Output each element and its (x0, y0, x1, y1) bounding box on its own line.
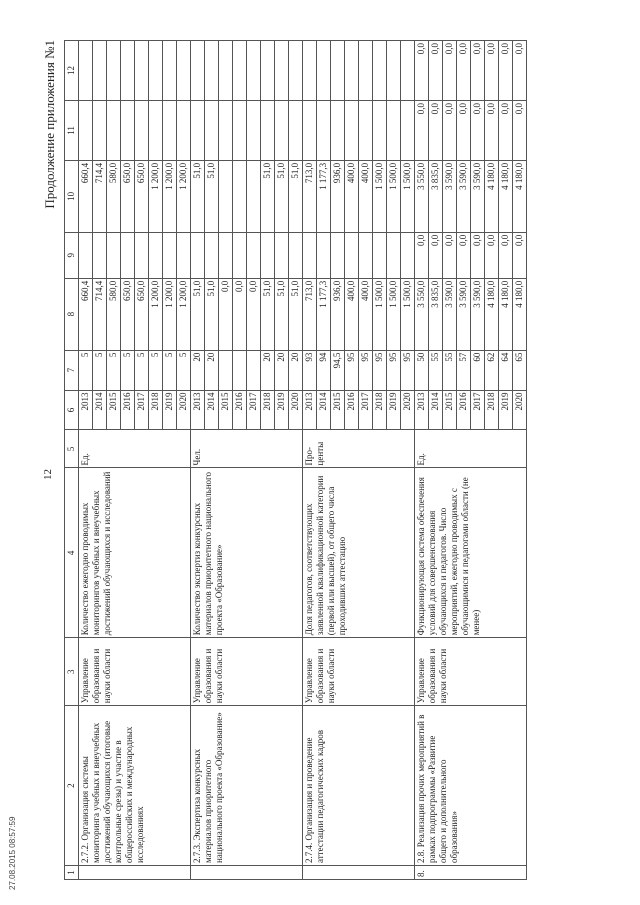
cell-col-10: 51,0 (289, 160, 303, 232)
cell-col-10: 4 180,0 (513, 160, 527, 232)
cell-col-9: 0,0 (513, 232, 527, 278)
cell-col-8: 650,0 (121, 278, 135, 350)
cell-col-6: 2018 (149, 390, 163, 430)
cell-col-8: 0,0 (219, 278, 233, 350)
cell-col-9 (317, 232, 331, 278)
column-number: 9 (65, 232, 79, 278)
cell-indicator: Количество ежегодно проводимых мониторингов учебных и внеучебных достижений обучающихся и исследований (79, 468, 191, 638)
cell-col-6: 2020 (401, 390, 415, 430)
cell-col-6: 2018 (261, 390, 275, 430)
cell-exec: Управление образования и науки области (191, 638, 303, 706)
cell-indicator: Количество экспертиз конкурсных материалов приоритетного национального проекта «Образование» (191, 468, 303, 638)
cell-num (303, 866, 415, 880)
cell-col-10: 51,0 (205, 160, 219, 232)
cell-col-6: 2014 (429, 390, 443, 430)
cell-col-8: 714,4 (93, 278, 107, 350)
cell-col-12 (289, 41, 303, 101)
cell-col-9 (247, 232, 261, 278)
column-number: 10 (65, 160, 79, 232)
cell-col-7: 20 (275, 350, 289, 390)
cell-col-10: 1 500,0 (387, 160, 401, 232)
cell-col-8: 4 180,0 (513, 278, 527, 350)
cell-col-12: 0,0 (429, 41, 443, 101)
cell-col-11 (261, 101, 275, 161)
table-row (303, 41, 317, 880)
cell-col-8: 400,0 (345, 278, 359, 350)
cell-col-7: 5 (121, 350, 135, 390)
cell-col-8: 660,4 (79, 278, 93, 350)
cell-col-7: 57 (457, 350, 471, 390)
cell-col-7: 55 (429, 350, 443, 390)
cell-col-9 (107, 232, 121, 278)
cell-col-12 (275, 41, 289, 101)
column-number: 12 (65, 41, 79, 101)
cell-col-10 (247, 160, 261, 232)
cell-col-10: 4 180,0 (485, 160, 499, 232)
cell-col-11 (345, 101, 359, 161)
cell-col-9 (359, 232, 373, 278)
cell-col-6: 2016 (121, 390, 135, 430)
cell-col-7: 20 (289, 350, 303, 390)
cell-col-6: 2017 (247, 390, 261, 430)
cell-col-9 (303, 232, 317, 278)
cell-col-11: 0,0 (429, 101, 443, 161)
cell-col-9 (205, 232, 219, 278)
cell-col-8: 1 500,0 (401, 278, 415, 350)
cell-col-12 (247, 41, 261, 101)
cell-col-8: 0,0 (247, 278, 261, 350)
cell-col-8: 51,0 (191, 278, 205, 350)
table-row (191, 41, 205, 880)
table-row (415, 41, 429, 880)
cell-col-7: 5 (107, 350, 121, 390)
cell-col-12 (79, 41, 93, 101)
cell-col-6: 2015 (219, 390, 233, 430)
cell-col-6: 2019 (387, 390, 401, 430)
cell-col-6: 2019 (163, 390, 177, 430)
cell-num (79, 866, 191, 880)
cell-col-12: 0,0 (415, 41, 429, 101)
cell-col-9 (233, 232, 247, 278)
cell-col-7: 5 (177, 350, 191, 390)
cell-col-12 (345, 41, 359, 101)
cell-col-8: 936,0 (331, 278, 345, 350)
cell-num (191, 866, 303, 880)
cell-col-12 (121, 41, 135, 101)
cell-col-10: 1 200,0 (177, 160, 191, 232)
cell-col-8: 1 200,0 (163, 278, 177, 350)
cell-col-10: 1 200,0 (149, 160, 163, 232)
cell-col-11 (93, 101, 107, 161)
cell-col-9: 0,0 (485, 232, 499, 278)
column-number: 8 (65, 278, 79, 350)
cell-col-11 (247, 101, 261, 161)
cell-col-9: 0,0 (471, 232, 485, 278)
cell-col-10: 1 500,0 (373, 160, 387, 232)
continuation-title: Продолжение приложения №1 (42, 40, 57, 209)
cell-col-9 (79, 232, 93, 278)
cell-col-7: 5 (135, 350, 149, 390)
cell-col-9: 0,0 (457, 232, 471, 278)
cell-col-11: 0,0 (443, 101, 457, 161)
cell-col-9 (275, 232, 289, 278)
cell-exec: Управление образования и науки области (79, 638, 191, 706)
column-number: 6 (65, 390, 79, 430)
cell-col-12 (135, 41, 149, 101)
cell-exec: Управление образования и науки области (415, 638, 527, 706)
cell-col-6: 2019 (499, 390, 513, 430)
cell-col-11 (177, 101, 191, 161)
cell-col-10: 4 180,0 (499, 160, 513, 232)
cell-col-6: 2016 (233, 390, 247, 430)
cell-col-9 (387, 232, 401, 278)
cell-col-6: 2020 (513, 390, 527, 430)
cell-col-10: 3 835,0 (429, 160, 443, 232)
cell-col-9 (191, 232, 205, 278)
cell-col-9 (401, 232, 415, 278)
cell-col-10: 3 590,0 (443, 160, 457, 232)
cell-col-6: 2017 (135, 390, 149, 430)
cell-col-10: 3 590,0 (471, 160, 485, 232)
cell-col-12 (331, 41, 345, 101)
cell-col-9 (373, 232, 387, 278)
cell-col-12: 0,0 (513, 41, 527, 101)
cell-col-7: 20 (205, 350, 219, 390)
cell-col-6: 2020 (177, 390, 191, 430)
cell-col-11 (317, 101, 331, 161)
cell-indicator: Доля педагогов, соответствующих заявленной квалификационной категории (первой или высшей), от общего числа проходивших аттестацию (303, 468, 415, 638)
cell-col-6: 2015 (107, 390, 121, 430)
cell-col-12 (219, 41, 233, 101)
cell-col-8: 1 500,0 (373, 278, 387, 350)
program-table (64, 40, 527, 880)
cell-col-10: 1 177,3 (317, 160, 331, 232)
cell-col-11: 0,0 (499, 101, 513, 161)
cell-col-10: 713,0 (303, 160, 317, 232)
cell-col-11 (121, 101, 135, 161)
column-number: 5 (65, 430, 79, 468)
cell-col-8: 1 200,0 (149, 278, 163, 350)
cell-col-8: 1 177,3 (317, 278, 331, 350)
cell-col-10: 51,0 (191, 160, 205, 232)
cell-unit: Про-центы (303, 430, 415, 468)
cell-col-9 (289, 232, 303, 278)
cell-col-10: 1 500,0 (401, 160, 415, 232)
cell-col-11 (163, 101, 177, 161)
column-number: 7 (65, 350, 79, 390)
cell-col-7: 93 (303, 350, 317, 390)
cell-col-9 (219, 232, 233, 278)
cell-col-10: 400,0 (359, 160, 373, 232)
cell-col-12 (261, 41, 275, 101)
cell-col-10: 51,0 (261, 160, 275, 232)
cell-col-11: 0,0 (485, 101, 499, 161)
cell-col-12 (177, 41, 191, 101)
cell-col-6: 2013 (303, 390, 317, 430)
cell-col-9 (177, 232, 191, 278)
cell-col-6: 2019 (275, 390, 289, 430)
cell-col-12 (149, 41, 163, 101)
cell-col-7: 94,5 (331, 350, 345, 390)
cell-name: 2.7.3. Экспертиза конкурсных материалов приоритетного национального проекта «Образование» (191, 706, 303, 866)
cell-col-7 (233, 350, 247, 390)
cell-num: 8. (415, 866, 527, 880)
cell-col-9 (93, 232, 107, 278)
cell-col-10: 51,0 (275, 160, 289, 232)
cell-col-7: 60 (471, 350, 485, 390)
cell-col-11 (331, 101, 345, 161)
cell-col-7: 20 (261, 350, 275, 390)
cell-col-8: 51,0 (275, 278, 289, 350)
cell-col-6: 2017 (359, 390, 373, 430)
cell-col-11 (107, 101, 121, 161)
cell-col-8: 3 590,0 (471, 278, 485, 350)
cell-col-11 (387, 101, 401, 161)
cell-col-6: 2016 (345, 390, 359, 430)
cell-col-8: 51,0 (205, 278, 219, 350)
cell-col-8: 650,0 (135, 278, 149, 350)
cell-col-10: 580,0 (107, 160, 121, 232)
cell-name: 2.8. Реализация прочих мероприятий в рамках подпрограммы «Развитие общего и дополнительного образования» (415, 706, 527, 866)
cell-col-11 (191, 101, 205, 161)
cell-col-10: 1 200,0 (163, 160, 177, 232)
cell-col-9 (149, 232, 163, 278)
cell-col-12 (93, 41, 107, 101)
cell-col-11 (303, 101, 317, 161)
cell-col-7: 95 (401, 350, 415, 390)
cell-col-11 (135, 101, 149, 161)
cell-col-10 (233, 160, 247, 232)
cell-col-8: 3 550,0 (415, 278, 429, 350)
cell-name: 2.7.2. Организация системы мониторинга учебных и внеучебных достижений обучающихся (итоговые контрольные срезы) и участие в общероссийских и международных исследованиях (79, 706, 191, 866)
cell-col-12: 0,0 (457, 41, 471, 101)
cell-col-11 (275, 101, 289, 161)
cell-col-6: 2013 (415, 390, 429, 430)
cell-col-11: 0,0 (471, 101, 485, 161)
cell-col-10: 650,0 (135, 160, 149, 232)
cell-col-12 (191, 41, 205, 101)
cell-col-11 (233, 101, 247, 161)
cell-col-12 (359, 41, 373, 101)
cell-col-7: 5 (79, 350, 93, 390)
column-number: 2 (65, 706, 79, 866)
cell-col-6: 2013 (79, 390, 93, 430)
cell-col-10: 936,0 (331, 160, 345, 232)
cell-col-7: 5 (163, 350, 177, 390)
cell-col-7: 62 (485, 350, 499, 390)
cell-col-11: 0,0 (457, 101, 471, 161)
cell-col-8: 400,0 (359, 278, 373, 350)
cell-col-8: 51,0 (261, 278, 275, 350)
column-number: 4 (65, 468, 79, 638)
cell-col-11 (401, 101, 415, 161)
cell-col-8: 51,0 (289, 278, 303, 350)
cell-col-6: 2014 (317, 390, 331, 430)
cell-col-6: 2018 (485, 390, 499, 430)
cell-col-11 (289, 101, 303, 161)
cell-col-7: 5 (93, 350, 107, 390)
cell-col-8: 3 590,0 (457, 278, 471, 350)
cell-col-9 (345, 232, 359, 278)
cell-col-11 (205, 101, 219, 161)
cell-col-10: 650,0 (121, 160, 135, 232)
column-number-row (65, 41, 79, 880)
cell-col-9: 0,0 (499, 232, 513, 278)
cell-col-12: 0,0 (499, 41, 513, 101)
cell-col-11 (373, 101, 387, 161)
cell-col-11 (359, 101, 373, 161)
cell-col-7: 94 (317, 350, 331, 390)
cell-col-8: 580,0 (107, 278, 121, 350)
cell-col-11 (219, 101, 233, 161)
cell-col-8: 1 500,0 (387, 278, 401, 350)
cell-col-11 (149, 101, 163, 161)
cell-col-11: 0,0 (513, 101, 527, 161)
column-number: 3 (65, 638, 79, 706)
cell-col-9 (331, 232, 345, 278)
print-timestamp: 27.08.2015 08:57:59 (8, 816, 17, 890)
cell-col-7: 55 (443, 350, 457, 390)
cell-col-10: 3 550,0 (415, 160, 429, 232)
cell-col-9 (121, 232, 135, 278)
cell-name: 2.7.4. Организация и проведение аттестации педагогических кадров (303, 706, 415, 866)
cell-col-12 (317, 41, 331, 101)
cell-col-12 (163, 41, 177, 101)
cell-col-12 (107, 41, 121, 101)
cell-col-9 (163, 232, 177, 278)
cell-col-10: 714,4 (93, 160, 107, 232)
cell-col-7: 95 (359, 350, 373, 390)
cell-col-8: 0,0 (233, 278, 247, 350)
cell-col-6: 2015 (443, 390, 457, 430)
cell-col-12 (233, 41, 247, 101)
cell-col-7: 95 (387, 350, 401, 390)
cell-col-6: 2015 (331, 390, 345, 430)
cell-col-6: 2017 (471, 390, 485, 430)
cell-col-6: 2016 (457, 390, 471, 430)
cell-col-7: 64 (499, 350, 513, 390)
cell-col-9 (135, 232, 149, 278)
cell-col-9: 0,0 (415, 232, 429, 278)
cell-col-7 (247, 350, 261, 390)
cell-col-10 (219, 160, 233, 232)
cell-col-8: 1 200,0 (177, 278, 191, 350)
cell-col-6: 2014 (93, 390, 107, 430)
cell-col-9: 0,0 (429, 232, 443, 278)
cell-col-7 (219, 350, 233, 390)
page-header (40, 40, 60, 880)
cell-col-10: 3 590,0 (457, 160, 471, 232)
rotated-page (40, 40, 600, 880)
cell-col-10: 400,0 (345, 160, 359, 232)
cell-col-7: 50 (415, 350, 429, 390)
column-number: 11 (65, 101, 79, 161)
cell-col-12: 0,0 (485, 41, 499, 101)
cell-col-8: 713,0 (303, 278, 317, 350)
cell-col-6: 2014 (205, 390, 219, 430)
cell-col-12: 0,0 (443, 41, 457, 101)
column-number: 1 (65, 866, 79, 880)
cell-col-7: 95 (345, 350, 359, 390)
cell-unit: Ед. (79, 430, 191, 468)
cell-col-6: 2013 (191, 390, 205, 430)
cell-col-7: 20 (191, 350, 205, 390)
cell-col-9 (261, 232, 275, 278)
cell-col-12: 0,0 (471, 41, 485, 101)
cell-col-12 (401, 41, 415, 101)
cell-indicator: Функционирующая система обеспечения условий для совершенствования обучающихся и педагогов. Число мероприятий, ежегодно проводимых с обучающимися и педагогами области (не менее) (415, 468, 527, 638)
cell-col-6: 2020 (289, 390, 303, 430)
cell-unit: Ед. (415, 430, 527, 468)
cell-col-12 (387, 41, 401, 101)
cell-col-10: 660,4 (79, 160, 93, 232)
cell-col-8: 4 180,0 (485, 278, 499, 350)
cell-col-6: 2018 (373, 390, 387, 430)
cell-col-11 (79, 101, 93, 161)
cell-col-8: 4 180,0 (499, 278, 513, 350)
cell-unit: Чел. (191, 430, 303, 468)
cell-col-12 (205, 41, 219, 101)
cell-col-12 (373, 41, 387, 101)
cell-exec: Управление образования и науки области (303, 638, 415, 706)
cell-col-11: 0,0 (415, 101, 429, 161)
cell-col-7: 5 (149, 350, 163, 390)
cell-col-9: 0,0 (443, 232, 457, 278)
cell-col-7: 65 (513, 350, 527, 390)
cell-col-8: 3 590,0 (443, 278, 457, 350)
table-row (79, 41, 93, 880)
page-number: 12 (42, 469, 54, 480)
cell-col-12 (303, 41, 317, 101)
cell-col-8: 3 835,0 (429, 278, 443, 350)
cell-col-7: 95 (373, 350, 387, 390)
